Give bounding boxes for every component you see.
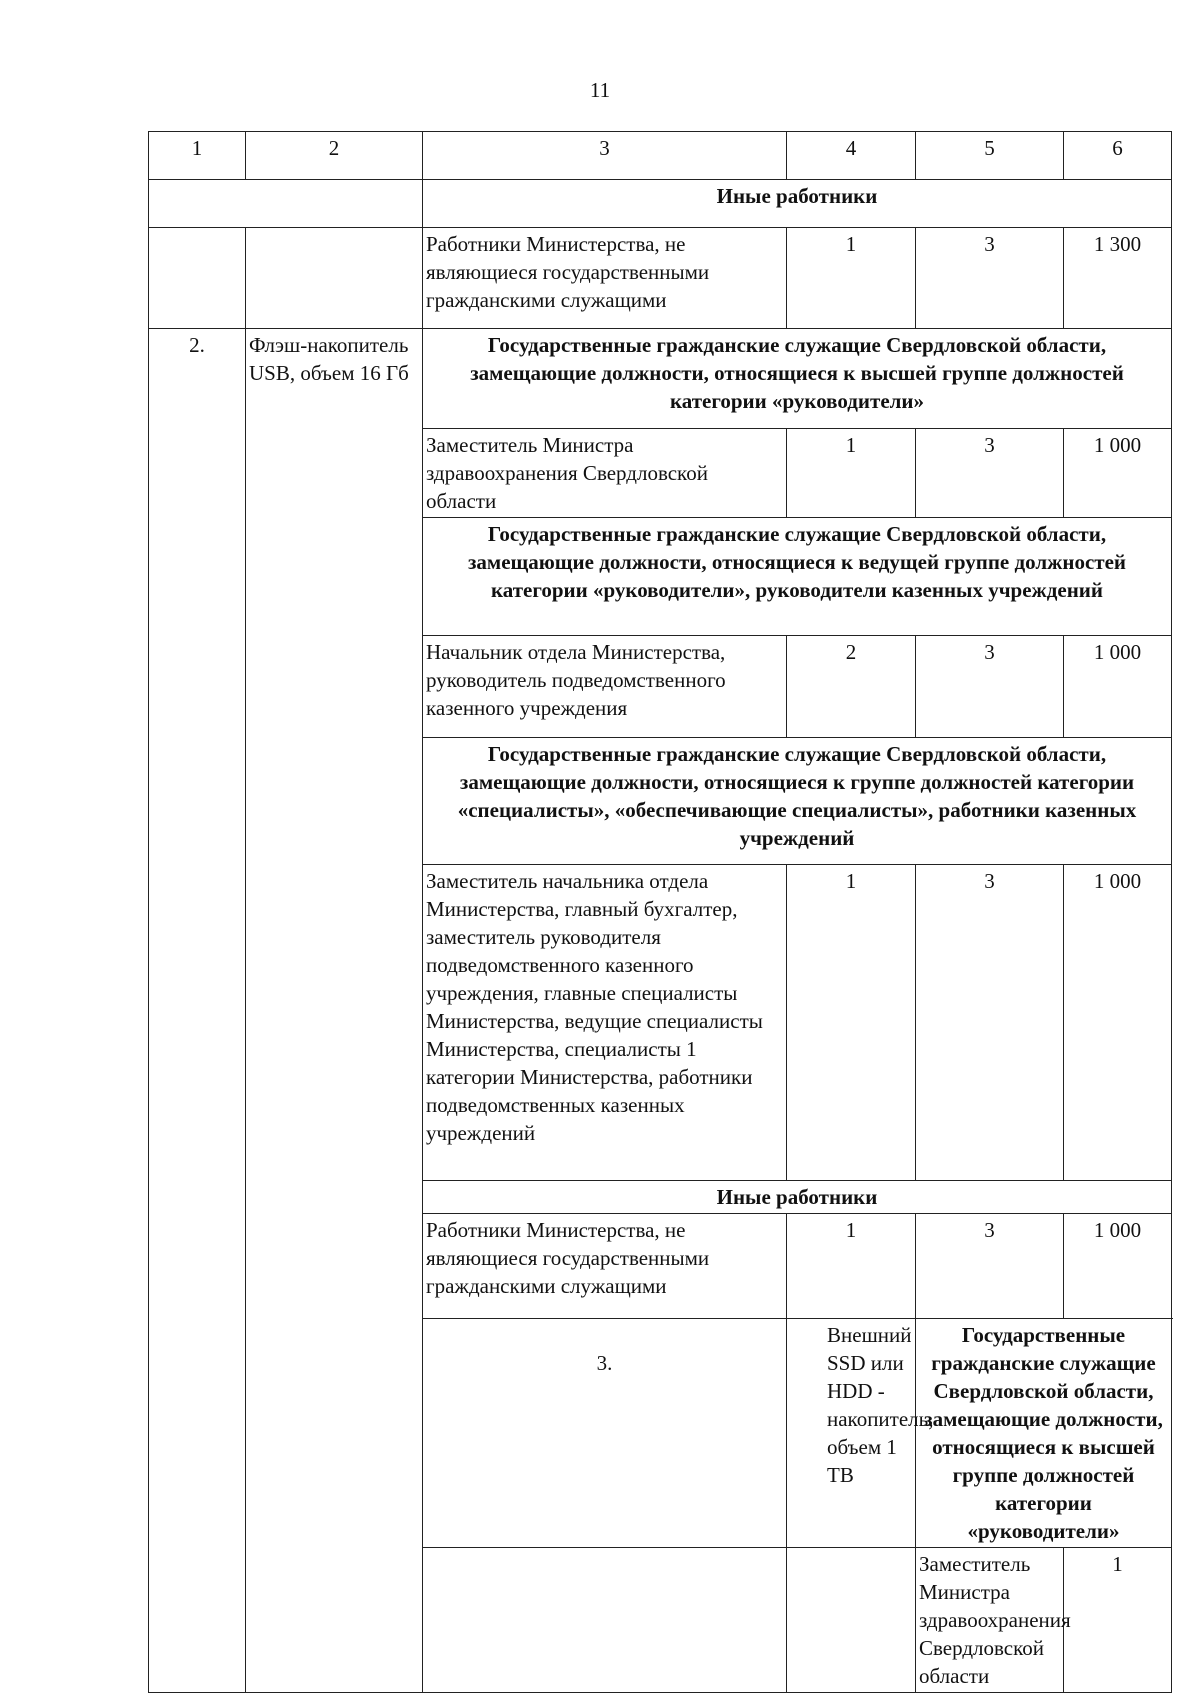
position-name: Заместитель Министра здравоохранения Свердловской области bbox=[423, 429, 787, 518]
column-number: 2 bbox=[246, 132, 423, 180]
entry-name: Флэш-накопитель USB, объем 16 Гб bbox=[246, 329, 423, 1693]
term-value: 3 bbox=[916, 865, 1064, 1181]
empty-cell bbox=[149, 180, 423, 228]
subgroup-heading: Иные работники bbox=[423, 1181, 1172, 1214]
entry-number: 3. bbox=[423, 1319, 787, 1548]
empty-cell bbox=[246, 228, 423, 329]
price-value: 1 000 bbox=[1064, 1214, 1172, 1319]
column-number: 6 bbox=[1064, 132, 1172, 180]
column-number: 4 bbox=[787, 132, 916, 180]
quantity-value: 1 bbox=[787, 429, 916, 518]
group-heading: Государственные гражданские служащие Свердловской области, замещающие должности, относящиеся к высшей группе должностей категории «руководители» bbox=[916, 1319, 1172, 1548]
equipment-norms-table bbox=[148, 131, 1172, 1693]
empty-cell bbox=[149, 228, 246, 329]
price-value: 1 000 bbox=[1064, 636, 1172, 738]
position-name: Работники Министерства, не являющиеся государственными гражданскими служащими bbox=[423, 228, 787, 329]
position-name: Заместитель Министра здравоохранения Свердловской области bbox=[916, 1548, 1064, 1693]
term-value: 3 bbox=[916, 636, 1064, 738]
entry-name: Внешний SSD или HDD - накопитель, объем 1 ТВ bbox=[787, 1319, 916, 1548]
table-row bbox=[149, 228, 1172, 329]
group-row bbox=[149, 329, 1172, 429]
entry-number: 2. bbox=[149, 329, 246, 1693]
position-name: Заместитель начальника отдела Министерства, главный бухгалтер, заместитель руководителя подведомственного казенного учреждения, главные специалисты Министерства, ведущие специалисты Министерства, специалисты 1 категории Министерства, работники подведомственных казенных учреждений bbox=[423, 865, 787, 1181]
quantity-value: 1 bbox=[1064, 1548, 1172, 1693]
empty-cell bbox=[423, 1548, 787, 1693]
column-number: 1 bbox=[149, 132, 246, 180]
price-value: 1 000 bbox=[1064, 429, 1172, 518]
empty-cell bbox=[787, 1548, 916, 1693]
quantity-value: 1 bbox=[787, 228, 916, 329]
subgroup-row bbox=[149, 180, 1172, 228]
group-heading: Государственные гражданские служащие Свердловской области, замещающие должности, относящиеся к группе должностей категории «специалисты», «обеспечивающие специалисты», работники казенных учреждений bbox=[423, 738, 1172, 865]
position-name: Работники Министерства, не являющиеся государственными гражданскими служащими bbox=[423, 1214, 787, 1319]
group-heading: Государственные гражданские служащие Свердловской области, замещающие должности, относящиеся к высшей группе должностей категории «руководители» bbox=[423, 329, 1172, 429]
term-value: 3 bbox=[916, 228, 1064, 329]
column-number: 5 bbox=[916, 132, 1064, 180]
term-value: 3 bbox=[916, 429, 1064, 518]
group-heading: Государственные гражданские служащие Свердловской области, замещающие должности, относящиеся к ведущей группе должностей категории «руководители», руководители казенных учреждений bbox=[423, 518, 1172, 636]
quantity-value: 1 bbox=[787, 865, 916, 1181]
quantity-value: 1 bbox=[787, 1214, 916, 1319]
price-value: 1 000 bbox=[1064, 865, 1172, 1181]
column-number-row bbox=[149, 132, 1172, 180]
term-value: 3 bbox=[916, 1214, 1064, 1319]
column-number: 3 bbox=[423, 132, 787, 180]
page-number: 11 bbox=[589, 78, 611, 102]
price-value: 1 300 bbox=[1064, 228, 1172, 329]
position-name: Начальник отдела Министерства, руководитель подведомственного казенного учреждения bbox=[423, 636, 787, 738]
quantity-value: 2 bbox=[787, 636, 916, 738]
subgroup-heading: Иные работники bbox=[423, 180, 1172, 228]
